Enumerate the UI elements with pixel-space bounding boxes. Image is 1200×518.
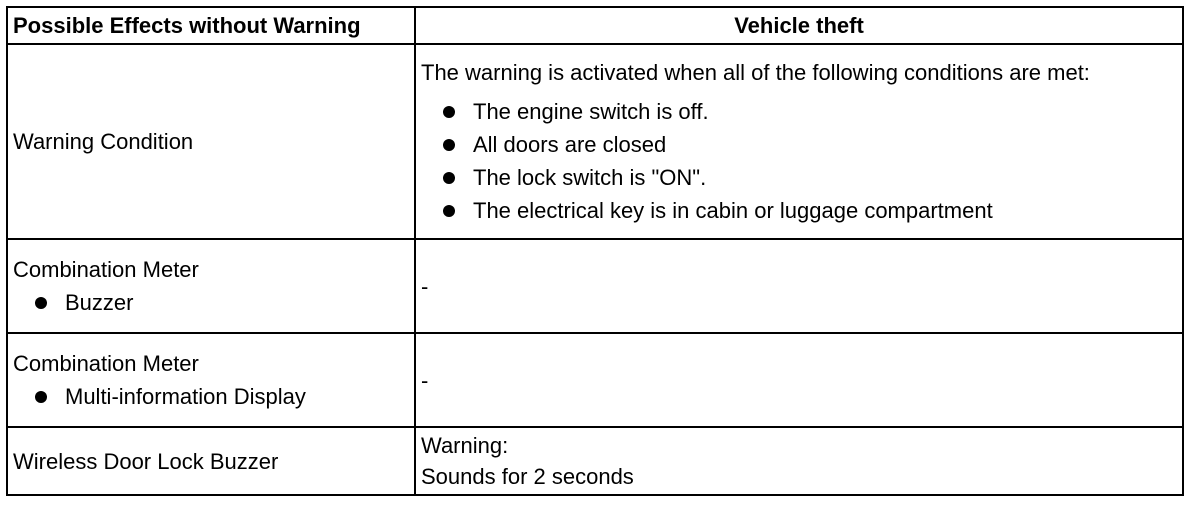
condition-list bbox=[421, 95, 1177, 227]
header-possible-effects: Possible Effects without Warning bbox=[7, 7, 415, 44]
sub-item-list bbox=[13, 286, 409, 319]
list-item: Buzzer bbox=[13, 286, 409, 319]
row-label: Combination Meter bbox=[13, 257, 199, 282]
condition-intro: The warning is activated when all of the following conditions are met: bbox=[421, 60, 1090, 85]
list-item: The lock switch is "ON". bbox=[421, 161, 1177, 194]
warning-effects-table bbox=[6, 6, 1184, 496]
header-vehicle-theft: Vehicle theft bbox=[415, 7, 1183, 44]
row-label: Warning Condition bbox=[7, 44, 415, 239]
value-line: Sounds for 2 seconds bbox=[421, 464, 634, 489]
value-line: Warning: bbox=[421, 433, 509, 458]
table-header-row bbox=[7, 7, 1183, 44]
row-label: Combination Meter bbox=[13, 351, 199, 376]
combination-meter-cell bbox=[7, 239, 415, 333]
list-item: The electrical key is in cabin or luggage compartment bbox=[421, 194, 1177, 227]
warning-condition-cell bbox=[415, 44, 1183, 239]
row-label: Wireless Door Lock Buzzer bbox=[7, 427, 415, 495]
row-value: - bbox=[415, 239, 1183, 333]
table-row-wireless-door-lock-buzzer bbox=[7, 427, 1183, 495]
list-item: Multi-information Display bbox=[13, 380, 409, 413]
table-row-warning-condition bbox=[7, 44, 1183, 239]
list-item: All doors are closed bbox=[421, 128, 1177, 161]
combination-meter-cell bbox=[7, 333, 415, 427]
buzzer-value-cell bbox=[415, 427, 1183, 495]
sub-item-list bbox=[13, 380, 409, 413]
list-item: The engine switch is off. bbox=[421, 95, 1177, 128]
table-row-combination-meter-display bbox=[7, 333, 1183, 427]
table-row-combination-meter-buzzer bbox=[7, 239, 1183, 333]
row-value: - bbox=[415, 333, 1183, 427]
